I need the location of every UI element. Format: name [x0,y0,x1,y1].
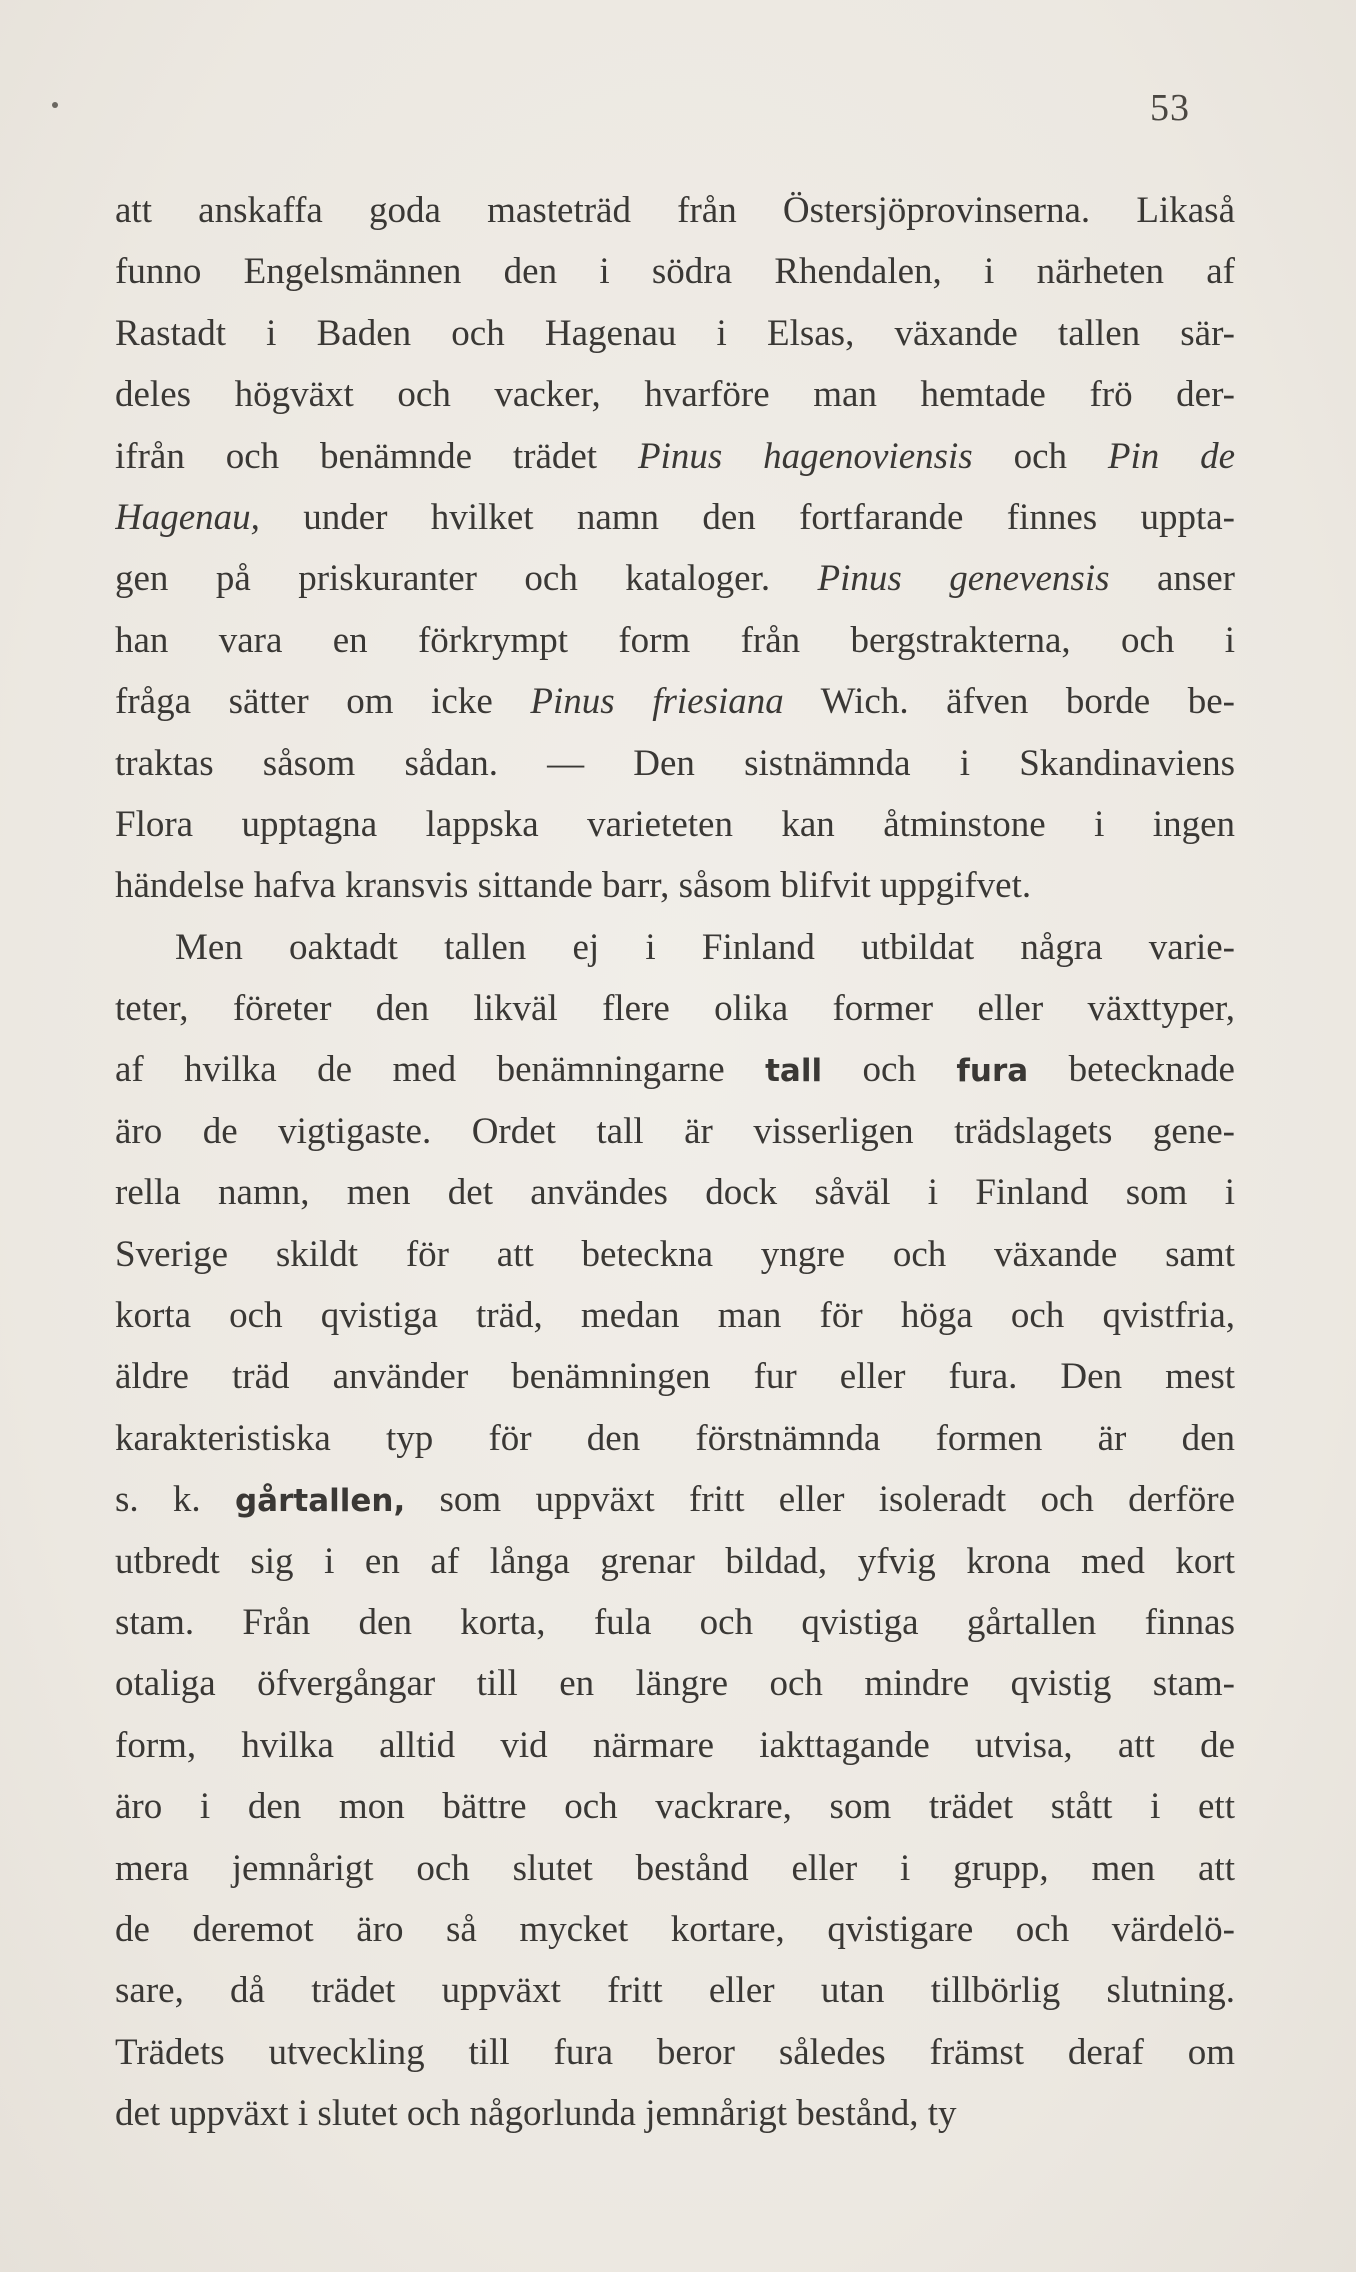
text-run: de deremot äro så mycket kortare, qvistigare och värdelö- [115,1908,1235,1950]
text-run: mera jemnårigt och slutet bestånd eller i grupp, men att [115,1847,1235,1889]
text-run: Sverige skildt för att beteckna yngre och växande samt [115,1233,1235,1275]
text-line [115,855,1235,916]
text-run: det uppväxt i slutet och någorlunda jemnårigt bestånd, ty [115,2093,957,2135]
text-run: funno Engelsmännen den i södra Rhendalen, i närheten af [115,251,1235,293]
text-run: Rastadt i Baden och Hagenau i Elsas, växande tallen sär- [115,312,1235,354]
text-line [115,733,1235,794]
text-line [115,1469,1235,1530]
text-run: utbredt sig i en af långa grenar bildad, yfvig krona med kort [115,1540,1235,1582]
text-run: otaliga öfvergångar till en längre och mindre qvistig stam- [115,1663,1235,1705]
text-run: att anskaffa goda masteträd från Östersjöprovinserna. Likaså [115,190,1235,231]
text-line [115,1346,1235,1407]
italic-term: Pinus friesiana [530,681,784,723]
italic-term: Pin de [1107,435,1235,477]
text-run: Flora upptagna lappska varieteten kan åtminstone i ingen [115,803,1235,845]
text-run: händelse hafva kransvis sittande barr, såsom blifvit uppgifvet. [115,865,1032,907]
page-number: 53 [1150,87,1190,129]
text-line [115,548,1235,609]
text-line [115,1653,1235,1714]
ink-speck [52,102,58,108]
text-run: deles högväxt och vacker, hvarföre man hemtade frö der- [115,374,1235,416]
text-line [115,303,1235,364]
text-line [115,671,1235,732]
text-run: under hvilket namn den fortfarande finnes uppta- [259,496,1235,538]
text-run: äro de vigtigaste. Ordet tall är visserligen trädslagets gene- [115,1110,1235,1152]
text-line [115,2022,1235,2083]
text-run: äldre träd använder benämningen fur eller fura. Den mest [115,1356,1235,1398]
text-line [115,794,1235,855]
text-line [115,1960,1235,2021]
text-line [115,1039,1235,1100]
text-run: af hvilka de med benämningarne [115,1049,766,1091]
text-line [115,1715,1235,1776]
text-line [115,1838,1235,1899]
text-run: form, hvilka alltid vid närmare iakttagande utvisa, att de [115,1724,1235,1766]
text-line [115,1592,1235,1653]
text-line [115,978,1235,1039]
text-line [115,241,1235,302]
italic-term: Hagenau, [115,496,260,538]
emphasized-term: fura [956,1053,1029,1090]
text-run: och [822,1049,957,1091]
text-line [115,1776,1235,1837]
emphasized-term: tall [765,1053,823,1090]
text-line [115,426,1235,487]
text-run: teter, företer den likväl flere olika former eller växttyper, [115,988,1235,1030]
text-run: Men oaktadt tallen ej i Finland utbildat några varie- [175,926,1235,968]
emphasized-term: gårtallen, [234,1483,406,1520]
text-run: traktas såsom sådan. — Den sistnämnda i Skandinaviens [115,742,1235,784]
text-line [115,364,1235,425]
text-run: stam. Från den korta, fula och qvistiga gårtallen finnas [115,1601,1235,1643]
text-run: gen på priskuranter och kataloger. [115,558,818,600]
text-run: betecknade [1028,1049,1235,1091]
text-line [115,1531,1235,1592]
text-run: Wich. äfven borde be- [783,681,1235,723]
text-line [115,1899,1235,1960]
text-line [115,1162,1235,1223]
text-line [115,1285,1235,1346]
text-run: anser [1109,558,1235,600]
italic-term: Pinus hagenoviensis [637,435,973,477]
text-run: han vara en förkrympt form från bergstrakterna, och i [115,619,1235,661]
text-run: Trädets utveckling till fura beror således främst deraf om [115,2031,1235,2073]
italic-term: Pinus genevensis [817,558,1110,600]
body-text [115,180,1235,2145]
text-run: rella namn, men det användes dock såväl i Finland som i [115,1172,1235,1214]
text-run: sare, då trädet uppväxt fritt eller utan tillbörlig slutning. [115,1970,1235,2012]
text-run: som uppväxt fritt eller isoleradt och derföre [405,1479,1235,1521]
text-run: s. k. [115,1479,235,1521]
text-run: karakteristiska typ för den förstnämnda formen är den [115,1417,1235,1459]
text-line [115,917,1235,978]
text-line [115,2083,1235,2144]
text-line [115,487,1235,548]
text-line [115,180,1235,241]
text-line [115,1408,1235,1469]
text-line [115,1101,1235,1162]
text-run: fråga sätter om icke [115,681,531,723]
text-line [115,1224,1235,1285]
text-run: äro i den mon bättre och vackrare, som trädet stått i ett [115,1786,1235,1828]
text-run: korta och qvistiga träd, medan man för höga och qvistfria, [115,1295,1235,1337]
text-run: ifrån och benämnde trädet [115,435,638,477]
text-line [115,610,1235,671]
text-run: och [972,435,1108,477]
